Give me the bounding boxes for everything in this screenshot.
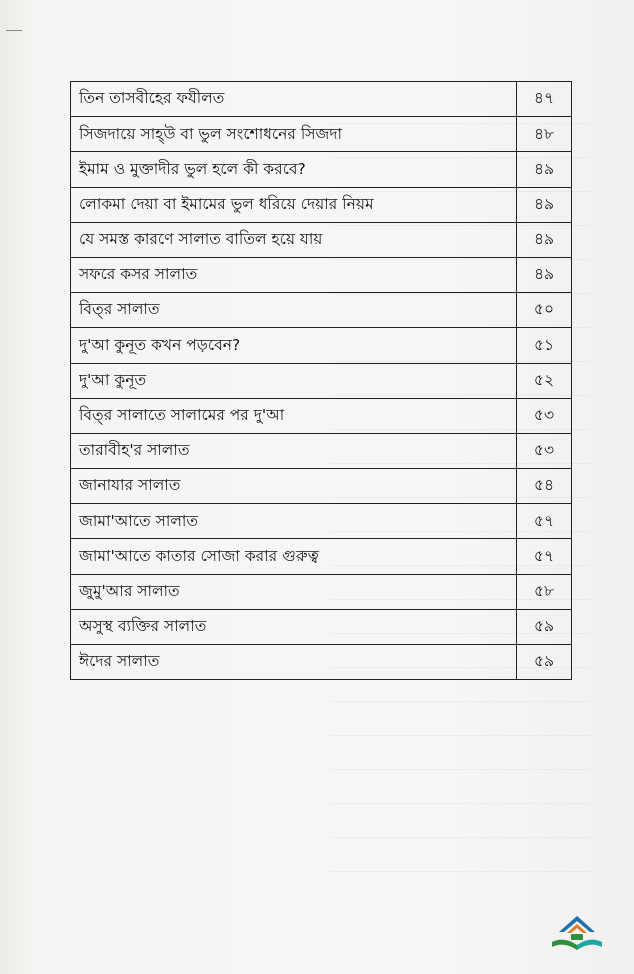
toc-entry-title: দু'আ কুনূত কখন পড়বেন? [71, 328, 517, 363]
toc-entry-title: তিন তাসবীহের ফযীলত [71, 82, 517, 117]
toc-entry-page-number: ৫২ [517, 363, 572, 398]
toc-entry-page-number: ৫৩ [517, 433, 572, 468]
toc-entry-page-number: ৫৪ [517, 469, 572, 504]
table-row [71, 82, 572, 117]
toc-entry-page-number: ৫১ [517, 328, 572, 363]
toc-body [71, 82, 572, 680]
toc-entry-page-number: ৫৯ [517, 645, 572, 680]
table-row [71, 574, 572, 609]
table-row [71, 539, 572, 574]
table-row [71, 187, 572, 222]
toc-entry-title: বিত্‌র সালাতে সালামের পর দু'আ [71, 398, 517, 433]
toc-entry-title: অসুস্থ ব্যক্তির সালাত [71, 609, 517, 644]
toc-entry-title: জামা'আতে সালাত [71, 504, 517, 539]
table-row [71, 222, 572, 257]
table-row [71, 504, 572, 539]
table-row [71, 257, 572, 292]
toc-entry-title: জুমু'আর সালাত [71, 574, 517, 609]
toc-entry-title: ইমাম ও মুক্তাদীর ভুল হলে কী করবে? [71, 152, 517, 187]
toc-entry-page-number: ৪৮ [517, 117, 572, 152]
toc-entry-page-number: ৫৮ [517, 574, 572, 609]
table-row [71, 152, 572, 187]
toc-entry-title: বিত্‌র সালাত [71, 293, 517, 328]
toc-entry-title: ঈদের সালাত [71, 645, 517, 680]
table-row [71, 398, 572, 433]
toc-entry-page-number: ৫৭ [517, 504, 572, 539]
table-row [71, 469, 572, 504]
table-row [71, 117, 572, 152]
toc-entry-title: যে সমস্ত কারণে সালাত বাতিল হয়ে যায় [71, 222, 517, 257]
toc-entry-title: তারাবীহ'র সালাত [71, 433, 517, 468]
toc-entry-page-number: ৫৩ [517, 398, 572, 433]
toc-entry-page-number: ৪৯ [517, 257, 572, 292]
table-row [71, 328, 572, 363]
table-row [71, 363, 572, 398]
toc-entry-title: সফরে কসর সালাত [71, 257, 517, 292]
toc-entry-page-number: ৫০ [517, 293, 572, 328]
toc-entry-title: জামা'আতে কাতার সোজা করার গুরুত্ব [71, 539, 517, 574]
toc-entry-title: দু'আ কুনূত [71, 363, 517, 398]
table-row [71, 293, 572, 328]
toc-entry-page-number: ৫৭ [517, 539, 572, 574]
table-row [71, 645, 572, 680]
table-row [71, 433, 572, 468]
toc-entry-page-number: ৫৯ [517, 609, 572, 644]
margin-mark [6, 30, 22, 31]
publisher-logo-icon [548, 912, 606, 954]
toc-entry-page-number: ৪৯ [517, 222, 572, 257]
table-row [71, 609, 572, 644]
toc-entry-title: সিজদায়ে সাহ্উ বা ভুল সংশোধনের সিজদা [71, 117, 517, 152]
toc-entry-page-number: ৪৯ [517, 152, 572, 187]
toc-entry-page-number: ৪৯ [517, 187, 572, 222]
toc-entry-title: লোকমা দেয়া বা ইমামের ভুল ধরিয়ে দেয়ার নিয়ম [71, 187, 517, 222]
toc-entry-title: জানাযার সালাত [71, 469, 517, 504]
table-of-contents [70, 81, 572, 680]
toc-entry-page-number: ৪৭ [517, 82, 572, 117]
